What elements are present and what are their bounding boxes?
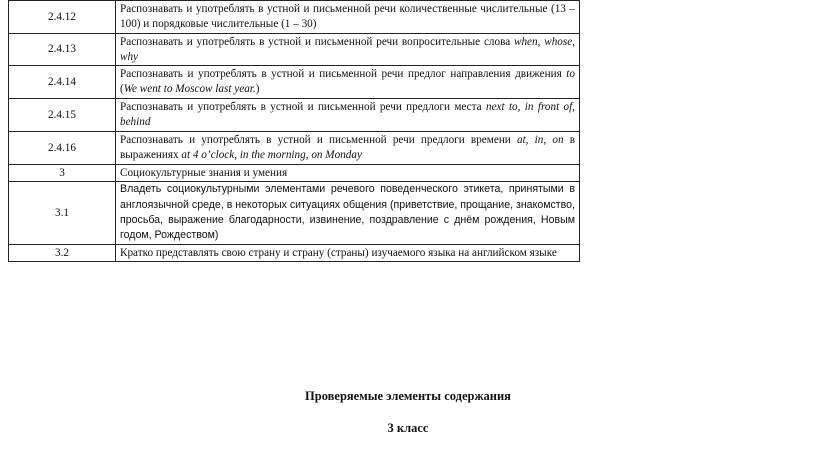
class-subheading: 3 класс [387,421,429,435]
text-fragment: , [234,149,240,161]
italic-fragment: whose [544,35,573,48]
text-fragment: , [537,35,545,48]
table-row [9,182,580,245]
text-fragment: Распознавать и употреблять в устной и письменной речи вопросительные слова [120,35,514,48]
italic-fragment: to [566,68,575,80]
text-fragment: , [517,101,525,113]
italic-fragment: We went to Moscow last year. [123,83,256,95]
italic-fragment: behind [120,116,151,128]
row-description [116,165,580,182]
text-fragment: Распознавать и употреблять в устной и письменной речи количественные числительные (13 – 100) и порядковые числительные (1 – 30) [120,3,575,30]
italic-fragment: on [552,134,564,146]
italic-fragment: in the morning [239,149,306,161]
text-fragment: Владеть социокультурными элементами речевого поведенческого этикета, принятыми в англоязычной среде, в некоторых ситуациях общения (приветствие, прощание, знакомство, просьба, выражение благодарности, извинение, поздравление с днём рождения, Новым годом, Рождеством) [120,183,575,242]
table-row [9,245,580,262]
italic-fragment: on Monday [311,149,362,161]
row-code: 3.2 [9,245,116,262]
text-fragment: Распознавать и употреблять в устной и письменной речи предлоги времени [120,134,517,146]
text-fragment: Распознавать и употреблять в устной и письменной речи предлог направления движения [120,68,567,80]
text-fragment: , [543,134,553,146]
table-row [9,66,580,99]
italic-fragment: at 4 o’clock [181,149,235,161]
text-fragment: , [572,101,576,113]
row-description [116,1,580,34]
row-code: 3.1 [9,182,116,245]
text-fragment: ) [255,83,260,95]
row-code: 2.4.15 [9,99,116,132]
italic-fragment: at [516,134,526,146]
table-row [9,99,580,132]
row-code: 2.4.12 [9,1,116,34]
row-description [116,99,580,132]
text-fragment: , [525,134,535,146]
text-fragment: , [572,35,575,48]
italic-fragment: in [534,134,544,146]
italic-fragment: next to [485,101,518,113]
table-row [9,1,580,34]
row-code: 2.4.16 [9,132,116,165]
text-fragment: , [305,149,312,161]
table-row [9,132,580,165]
text-fragment: Распознавать и употреблять в устной и письменной речи предлоги места [120,101,486,113]
text-fragment: Кратко представлять свою страну и страну (страны) изучаемого языка на английском языке [120,246,557,259]
italic-fragment: in front of [524,101,573,113]
row-description [116,66,580,99]
row-description [116,245,580,262]
row-code: 3 [9,165,116,182]
row-description [116,132,580,165]
row-code: 2.4.14 [9,66,116,99]
text-fragment: ( [120,83,124,95]
italic-fragment: why [120,50,139,63]
row-description [116,182,580,245]
text-fragment: в выражениях [120,134,575,161]
text-fragment: Социокультурные знания и умения [120,166,288,179]
table-row [9,165,580,182]
row-description [116,34,580,66]
section-heading: Проверяемые элементы содержания [305,389,511,403]
italic-fragment: when [514,35,538,48]
requirements-table [8,0,580,262]
row-code: 2.4.13 [9,34,116,66]
table-row [9,34,580,66]
requirements-table-body [9,1,580,262]
